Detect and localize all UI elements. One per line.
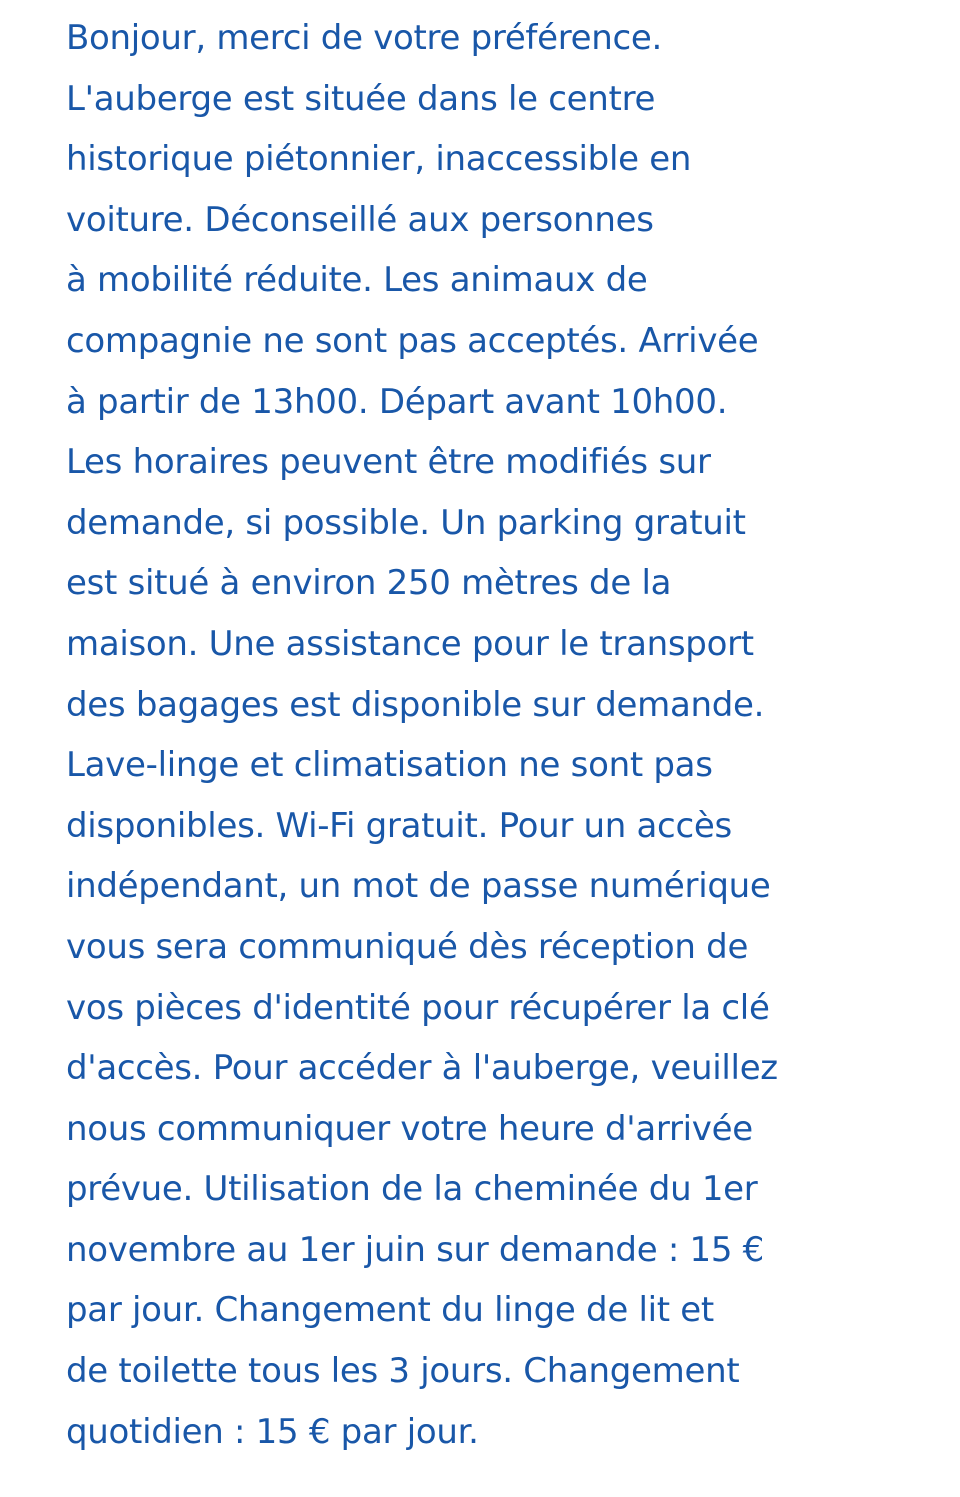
message-line: historique piétonnier, inaccessible en (66, 139, 692, 180)
message-line: des bagages est disponible sur demande. (66, 684, 765, 725)
message-line: d'accès. Pour accéder à l'auberge, veuillez (66, 1048, 778, 1089)
message-line: est situé à environ 250 mètres de la (66, 563, 672, 604)
message-line: de toilette tous les 3 jours. Changement (66, 1351, 740, 1392)
message-line: à mobilité réduite. Les animaux de (66, 260, 648, 301)
message-line: disponibles. Wi-Fi gratuit. Pour un accès (66, 805, 732, 846)
message-line: novembre au 1er juin sur demande : 15 € (66, 1229, 765, 1270)
message-line: à partir de 13h00. Départ avant 10h00. (66, 381, 728, 422)
message-line: voiture. Déconseillé aux personnes (66, 199, 654, 240)
message-line: compagnie ne sont pas acceptés. Arrivée (66, 320, 759, 361)
message-line: nous communiquer votre heure d'arrivée (66, 1108, 753, 1149)
message-line: par jour. Changement du linge de lit et (66, 1290, 714, 1331)
message-line: Lave-linge et climatisation ne sont pas (66, 745, 713, 786)
message-line: quotidien : 15 € par jour. (66, 1411, 479, 1452)
message-line: vos pièces d'identité pour récupérer la clé (66, 987, 770, 1028)
message-line: prévue. Utilisation de la cheminée du 1er (66, 1169, 758, 1210)
message-text (66, 8, 946, 1462)
message-line: L'auberge est située dans le centre (66, 78, 656, 119)
message-line: indépendant, un mot de passe numérique (66, 866, 771, 907)
message-line: demande, si possible. Un parking gratuit (66, 502, 746, 543)
message-line: maison. Une assistance pour le transport (66, 623, 754, 664)
message-line: Bonjour, merci de votre préférence. (66, 18, 663, 58)
message-line: Les horaires peuvent être modifiés sur (66, 442, 711, 483)
message-line: vous sera communiqué dès réception de (66, 926, 749, 967)
